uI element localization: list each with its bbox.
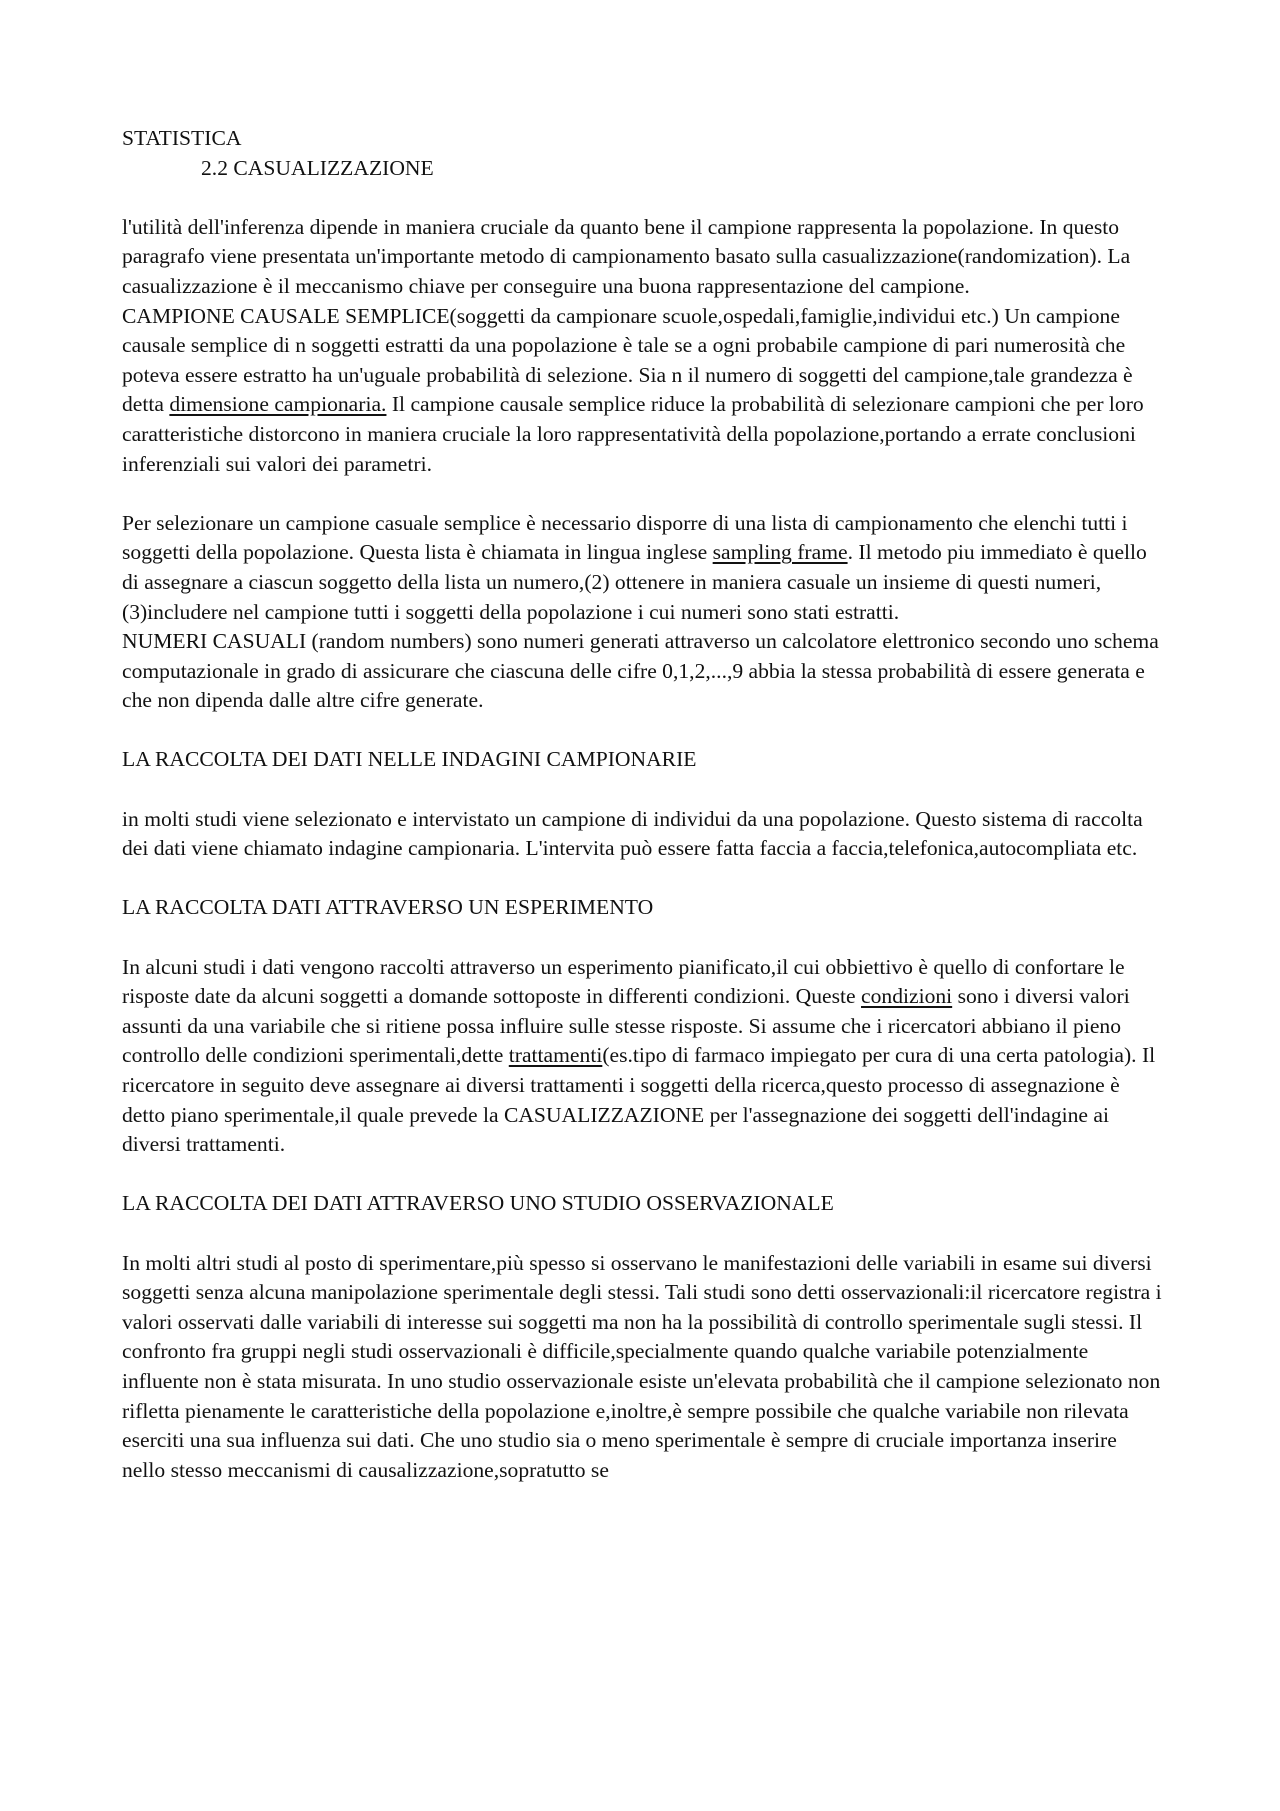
esperimento-heading: LA RACCOLTA DATI ATTRAVERSO UN ESPERIMENTO xyxy=(122,895,654,920)
condizioni-term: condizioni xyxy=(861,984,953,1009)
spacer xyxy=(122,1160,1162,1190)
spacer xyxy=(122,923,1162,953)
campione-text-before: CAMPIONE CAUSALE SEMPLICE(soggetti da campionare scuole,ospedali,famiglie,individui etc.) Un campione causale semplice di n soggetti estratti da una popolazione è tale se a ogni probabile campione di pari numerosità che poteva essere estratto ha un'uguale probabilità di selezione. Sia n il numero di soggetti del campione,tale grandezza è detta xyxy=(122,303,1133,417)
spacer xyxy=(122,775,1162,805)
numeri-casuali-paragraph: NUMERI CASUALI (random numbers) sono numeri generati attraverso un calcolatore elettronico secondo uno schema computazionale in grado di assicurare che ciascuna delle cifre 0,1,2,...,9 abbia la stessa probabilità di essere generata e che non dipenda dalle altre cifre generate. xyxy=(122,629,1159,713)
trattamenti-term: trattamenti xyxy=(508,1043,603,1068)
campione-text-after: Il campione causale semplice riduce la probabilità di selezionare campioni che per loro caratteristiche distorcono in maniera cruciale la loro rappresentatività della popolazione,portando a errate conclusioni inferenziali sui valori dei parametri. xyxy=(122,392,1144,476)
osservazionale-heading: LA RACCOLTA DEI DATI ATTRAVERSO UNO STUDIO OSSERVAZIONALE xyxy=(122,1191,834,1216)
dimensione-campionaria-term: dimensione campionaria. xyxy=(169,392,387,417)
esperimento-text-1: In alcuni studi i dati vengono raccolti attraverso un esperimento pianificato,il cui obbiettivo è quello di confortare le risposte date da alcuni soggetti a domande sottoposte in differenti condizioni. Queste xyxy=(122,954,1125,1009)
selezione-paragraph xyxy=(122,509,1162,627)
document-page xyxy=(122,124,1162,1485)
document-title: STATISTICA xyxy=(122,126,242,150)
spacer xyxy=(122,864,1162,894)
spacer xyxy=(122,716,1162,746)
section-heading: 2.2 CASUALIZZAZIONE xyxy=(201,155,434,180)
esperimento-paragraph xyxy=(122,953,1162,1160)
campione-paragraph xyxy=(122,302,1162,480)
spacer xyxy=(122,479,1162,509)
indagini-paragraph: in molti studi viene selezionato e intervistato un campione di individui da una popolazione. Questo sistema di raccolta dei dati viene chiamato indagine campionaria. L'intervita può essere fatta faccia a faccia,telefonica,autocompliata etc. xyxy=(122,806,1143,861)
esperimento-text-3: (es.tipo di farmaco impiegato per cura di una certa patologia). Il ricercatore in seguito deve assegnare ai diversi trattamenti i soggetti della ricerca,questo processo di assegnazione è detto piano sperimentale,il quale prevede la CASUALIZZAZIONE per l'assegnazione dei soggetti dell'indagine ai diversi trattamenti. xyxy=(122,1043,1156,1157)
intro-paragraph: l'utilità dell'inferenza dipende in maniera cruciale da quanto bene il campione rappresenta la popolazione. In questo paragrafo viene presentata un'importante metodo di campionamento basato sulla casualizzazione(randomization). La casualizzazione è il meccanismo chiave per conseguire una buona rappresentazione del campione. xyxy=(122,214,1131,298)
spacer xyxy=(122,183,1162,213)
selezione-text-after: . Il metodo piu immediato è quello di assegnare a ciascun soggetto della lista un numero,(2) ottenere in maniera casuale un insieme di questi numeri,(3)includere nel campione tutti i soggetti della popolazione i cui numeri sono stati estratti. xyxy=(122,540,1147,624)
esperimento-text-2: sono i diversi valori assunti da una variabile che si ritiene possa influire sulle stesse risposte. Si assume che i ricercatori abbiano il pieno controllo delle condizioni sperimentali,dette xyxy=(122,984,1130,1068)
sampling-frame-term: sampling frame xyxy=(712,540,848,565)
spacer xyxy=(122,1219,1162,1249)
selezione-text-before: Per selezionare un campione casuale semplice è necessario disporre di una lista di campionamento che elenchi tutti i soggetti della popolazione. Questa lista è chiamata in lingua inglese xyxy=(122,510,1128,565)
indagini-heading: LA RACCOLTA DEI DATI NELLE INDAGINI CAMPIONARIE xyxy=(122,747,697,772)
osservazionale-paragraph: In molti altri studi al posto di sperimentare,più spesso si osservano le manifestazioni delle variabili in esame sui diversi soggetti senza alcuna manipolazione sperimentale degli stessi. Tali studi sono detti osservazionali:il ricercatore registra i valori osservati dalle variabili di interesse sui soggetti ma non ha la possibilità di controllo sperimentale sugli stessi. Il confronto fra gruppi negli studi osservazionali è difficile,specialmente quando qualche variabile potenzialmente influente non è stata misurata. In uno studio osservazionale esiste un'elevata probabilità che il campione selezionato non rifletta pienamente le caratteristiche della popolazione e,inoltre,è sempre possibile che qualche variabile non rilevata eserciti una sua influenza sui dati. Che uno studio sia o meno sperimentale è sempre di cruciale importanza inserire nello stesso meccanismi di causalizzazione,sopratutto se xyxy=(122,1250,1162,1482)
